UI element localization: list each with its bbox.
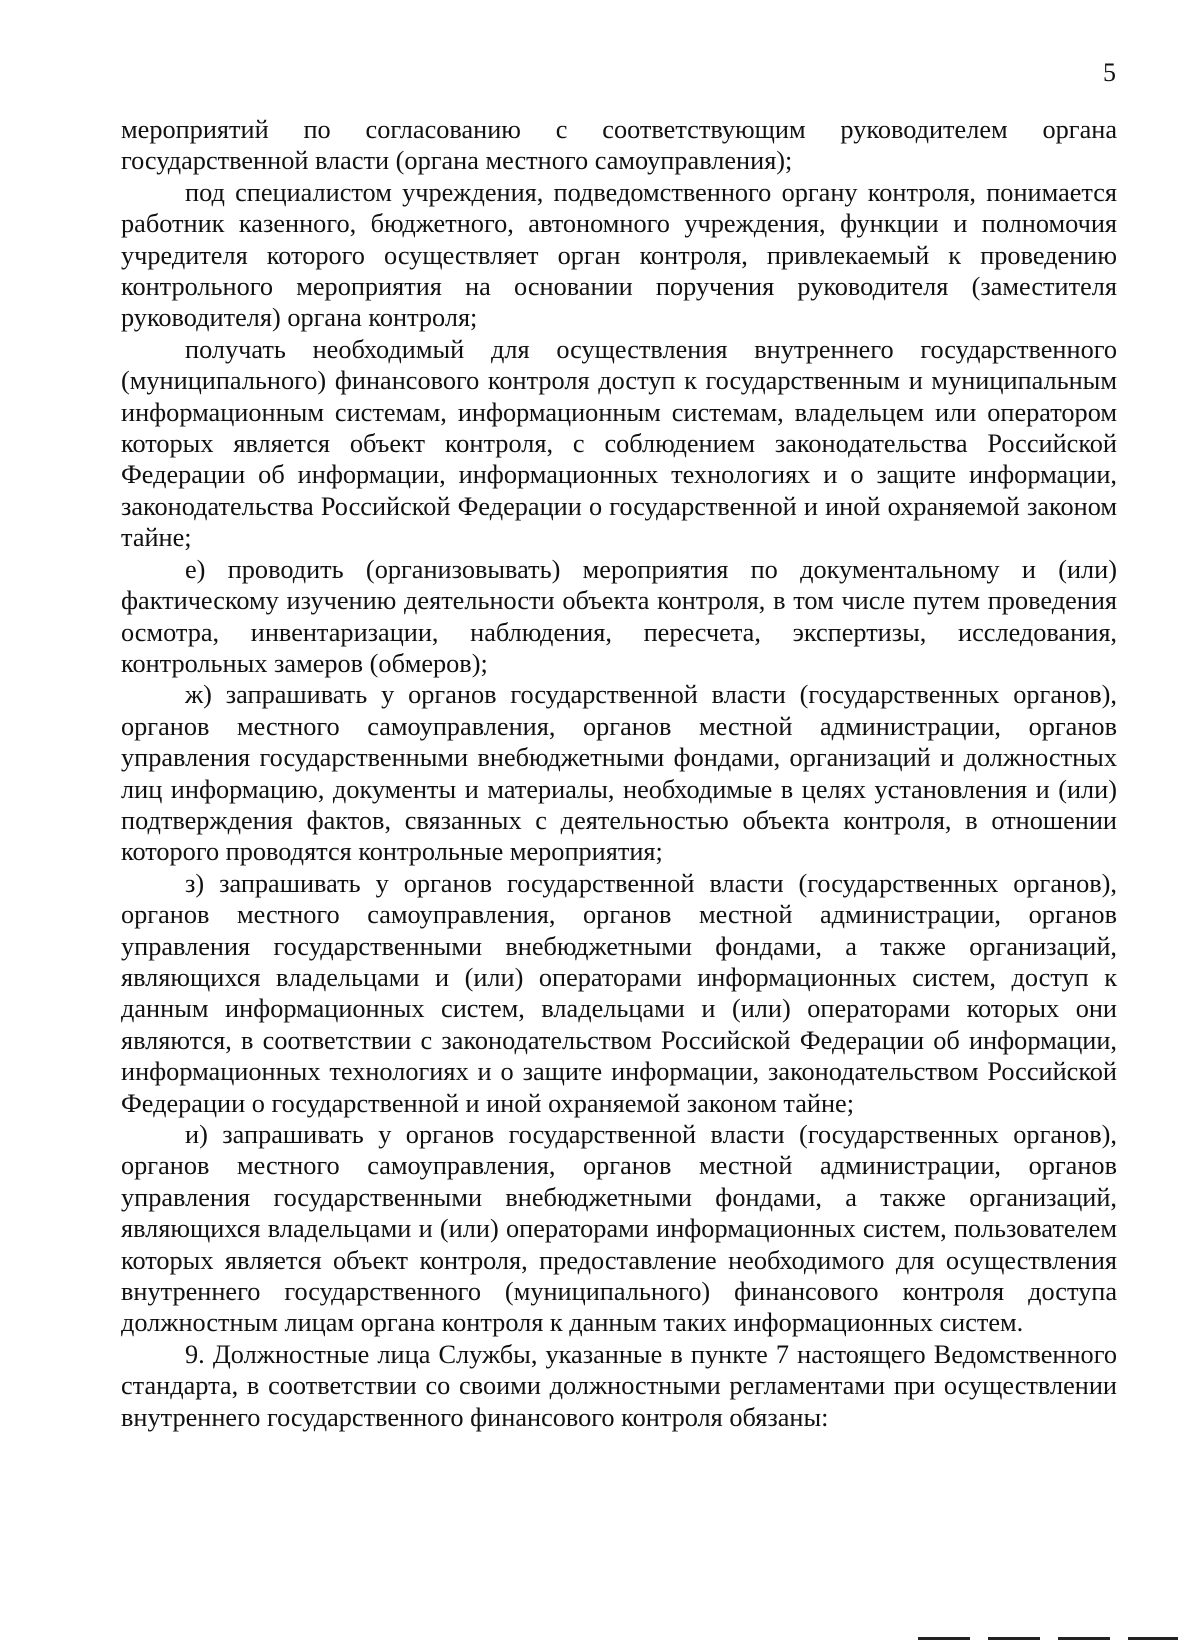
scan-mark bbox=[1058, 1637, 1110, 1640]
paragraph-specialist-definition: под специалистом учреждения, подведомственного органу контроля, понимается работник казенного, бюджетного, автономного учреждения, функции и полномочия учредителя которого осуществляет орган контроля, привлекаемый к проведению контрольного мероприятия на основании поручения руководителя (заместителя руководителя) органа контроля; bbox=[121, 177, 1117, 333]
paragraph-item-e: е) проводить (организовывать) мероприятия по документальному и (или) фактическому изучению деятельности объекта контроля, в том числе путем проведения осмотра, инвентаризации, наблюдения, пересчета, экспертизы, исследования, контрольных замеров (обмеров); bbox=[121, 554, 1117, 678]
paragraph-section-9: 9. Должностные лица Службы, указанные в пункте 7 настоящего Ведомственного стандарта, в соответствии со своими должностными регламентами при осуществлении внутреннего государственного финансового контроля обязаны: bbox=[121, 1339, 1117, 1432]
scan-mark bbox=[988, 1637, 1040, 1640]
scan-edge-marks bbox=[918, 1637, 1178, 1641]
scan-mark bbox=[918, 1637, 970, 1640]
paragraph-item-z: з) запрашивать у органов государственной власти (государственных органов), органов местного самоуправления, органов местной администрации, органов управления государственными внебюджетными фондами, а также организаций, являющихся владельцами и (или) операторами информационных систем, доступ к данным информационных систем, владельцами и (или) операторами которых они являются, в соответствии с законодательством Российской Федерации об информации, информационных технологиях и о защите информации, законодательством Российской Федерации о государственной и иной охраняемой законом тайне; bbox=[121, 868, 1117, 1118]
document-body bbox=[121, 114, 1117, 1433]
page-number: 5 bbox=[1103, 58, 1116, 87]
paragraph-item-zh: ж) запрашивать у органов государственной власти (государственных органов), органов местного самоуправления, органов местной администрации, органов управления государственными внебюджетными фондами, организаций и должностных лиц информацию, документы и материалы, необходимые в целях установления и (или) подтверждения фактов, связанных с деятельностью объекта контроля, в отношении которого проводятся контрольные мероприятия; bbox=[121, 680, 1117, 867]
scan-mark bbox=[1128, 1637, 1178, 1640]
paragraph-access-information-systems: получать необходимый для осуществления внутреннего государственного (муниципального) финансового контроля доступ к государственным и муниципальным информационным системам, информационным системам, владельцем или оператором которых является объект контроля, с соблюдением законодательства Российской Федерации об информации, информационных технологиях и о защите информации, законодательства Российской Федерации о государственной и иной охраняемой законом тайне; bbox=[121, 334, 1117, 553]
paragraph-item-i: и) запрашивать у органов государственной власти (государственных органов), органов местного самоуправления, органов местной администрации, органов управления государственными внебюджетными фондами, а также организаций, являющихся владельцами и (или) операторами информационных систем, пользователем которых является объект контроля, предоставление необходимого для осуществления внутреннего государственного (муниципального) финансового контроля доступа должностным лицам органа контроля к данным таких информационных систем. bbox=[121, 1120, 1117, 1338]
paragraph-continuation: мероприятий по согласованию с соответствующим руководителем органа государственной власти (органа местного самоуправления); bbox=[121, 115, 1117, 176]
